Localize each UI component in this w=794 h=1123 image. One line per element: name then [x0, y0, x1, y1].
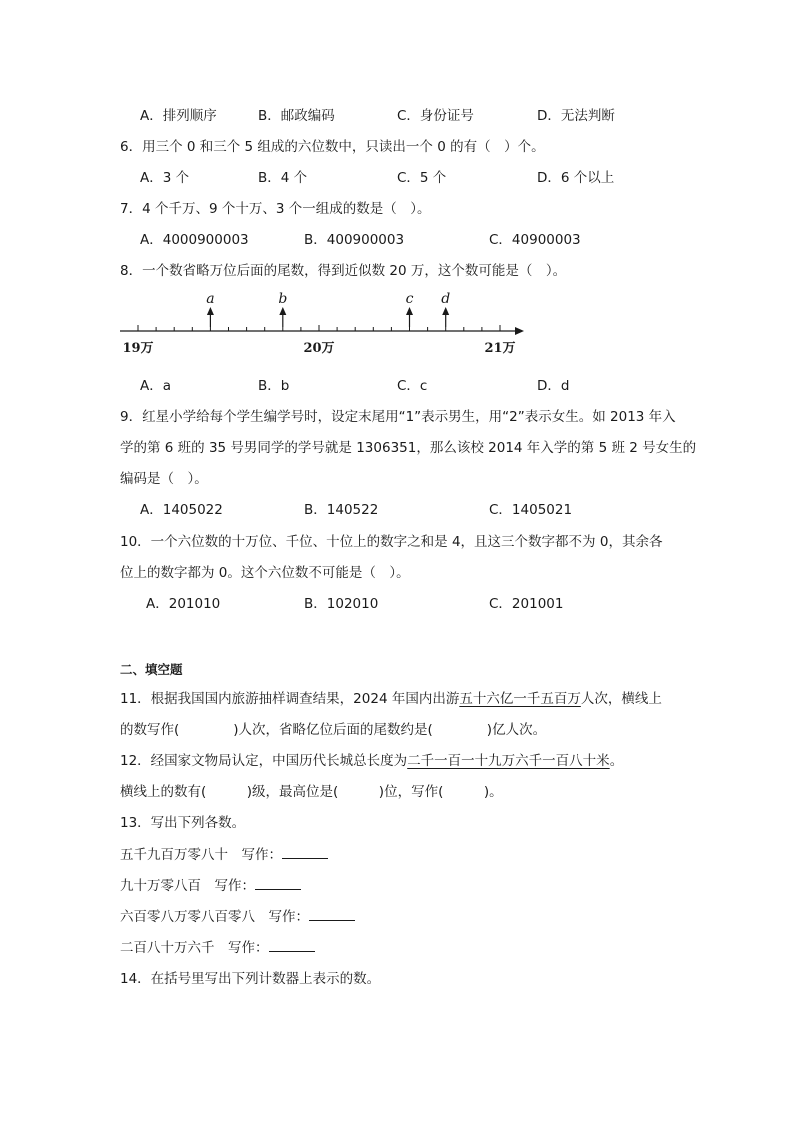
answer-blank[interactable] — [255, 877, 301, 890]
q9-option-b: B．140522 — [304, 502, 379, 518]
q11-underlined-number: 五十六亿一千五百万 — [459, 691, 581, 707]
q13-item-4 — [120, 936, 315, 956]
q8-option-b: B．b — [258, 378, 290, 394]
q5-option-c: C．身份证号 — [397, 108, 474, 124]
q13-item-1 — [120, 843, 328, 863]
q14-stem: 14．在括号里写出下列计数器上表示的数。 — [120, 971, 381, 987]
number-line-marker-arrowhead — [442, 307, 449, 315]
q12-line1-post: 。 — [609, 753, 624, 769]
q11-line2: 的数写作( )人次，省略亿位后面的尾数约是( )亿人次。 — [120, 722, 547, 738]
section-title-fill-in: 二、填空题 — [120, 662, 183, 677]
number-line-arrowhead — [515, 327, 524, 335]
q8-option-c: C．c — [397, 378, 428, 394]
q7-option-c: C．40900003 — [489, 232, 581, 248]
q7-option-a: A．4000900003 — [140, 232, 249, 248]
q13-item-4-text: 二百八十万六千 写作： — [120, 940, 269, 956]
answer-blank[interactable] — [282, 846, 328, 859]
q13-item-3-text: 六百零八万零八百零八 写作： — [120, 909, 309, 925]
q5-option-d: D．无法判断 — [537, 108, 615, 124]
number-line-marker-arrowhead — [406, 307, 413, 315]
q5-option-a: A．排列顺序 — [140, 108, 217, 124]
q9-option-a: A．1405022 — [140, 502, 223, 518]
q11-line1 — [120, 687, 662, 707]
q12-line1-pre: 12．经国家文物局认定，中国历代长城总长度为 — [120, 753, 408, 769]
q9-line1: 9．红星小学给每个学生编学号时，设定末尾用“1”表示男生，用“2”表示女生。如 2013 年入 — [120, 409, 676, 425]
number-line-marker-arrowhead — [207, 307, 214, 315]
number-line-marker-label: d — [441, 291, 451, 307]
q6-stem: 6．用三个 0 和三个 5 组成的六位数中，只读出一个 0 的有（ ）个。 — [120, 139, 545, 155]
q10-option-b: B．102010 — [304, 596, 379, 612]
q8-option-d: D．d — [537, 378, 570, 394]
number-line-marker-label: c — [405, 291, 414, 307]
q6-option-a: A．3 个 — [140, 170, 190, 186]
q13-item-2-text: 九十万零八百 写作： — [120, 878, 255, 894]
q7-stem: 7．4 个千万、9 个十万、3 个一组成的数是（ ）。 — [120, 201, 431, 217]
q10-line2: 位上的数字都为 0。这个六位数不可能是（ ）。 — [120, 565, 410, 581]
q9-option-c: C．1405021 — [489, 502, 573, 518]
q8-option-a: A．a — [140, 378, 172, 394]
number-line-marker-label: b — [278, 291, 288, 307]
q13-item-3 — [120, 905, 355, 925]
q10-option-c: C．201001 — [489, 596, 564, 612]
q9-line3: 编码是（ ）。 — [120, 471, 208, 487]
q12-underlined-number: 二千一百一十九万六千一百八十米 — [407, 753, 610, 769]
number-line-tick-label: 19万 — [122, 341, 154, 356]
q12-line2: 横线上的数有( )级，最高位是( )位，写作( )。 — [120, 784, 503, 800]
q13-stem: 13．写出下列各数。 — [120, 815, 246, 831]
q7-option-b: B．400900003 — [304, 232, 405, 248]
q11-line1-pre: 11．根据我国国内旅游抽样调查结果，2024 年国内出游 — [120, 691, 460, 707]
q9-line2: 学的第 6 班的 35 号男同学的学号就是 1306351，那么该校 2014 年入学的第 5 班 2 号女生的 — [120, 440, 697, 456]
q5-option-b: B．邮政编码 — [258, 108, 335, 124]
q6-option-c: C．5 个 — [397, 170, 447, 186]
q13-item-2 — [120, 874, 301, 894]
number-line-marker-arrowhead — [279, 307, 286, 315]
number-line-tick-label: 21万 — [484, 341, 516, 356]
q6-option-d: D．6 个以上 — [537, 170, 615, 186]
answer-blank[interactable] — [309, 908, 355, 921]
number-line-marker-label: a — [206, 291, 215, 307]
number-line — [110, 290, 540, 360]
q8-stem: 8．一个数省略万位后面的尾数，得到近似数 20 万，这个数可能是（ ）。 — [120, 263, 567, 279]
answer-blank[interactable] — [269, 939, 315, 952]
q13-item-1-text: 五千九百万零八十 写作： — [120, 847, 282, 863]
number-line-tick-label: 20万 — [303, 341, 335, 356]
q10-option-a: A．201010 — [146, 596, 221, 612]
q12-line1 — [120, 749, 623, 769]
q6-option-b: B．4 个 — [258, 170, 308, 186]
q10-line1: 10．一个六位数的十万位、千位、十位上的数字之和是 4，且这三个数字都不为 0，其余各 — [120, 534, 663, 550]
q11-line1-post: 人次，横线上 — [580, 691, 662, 707]
